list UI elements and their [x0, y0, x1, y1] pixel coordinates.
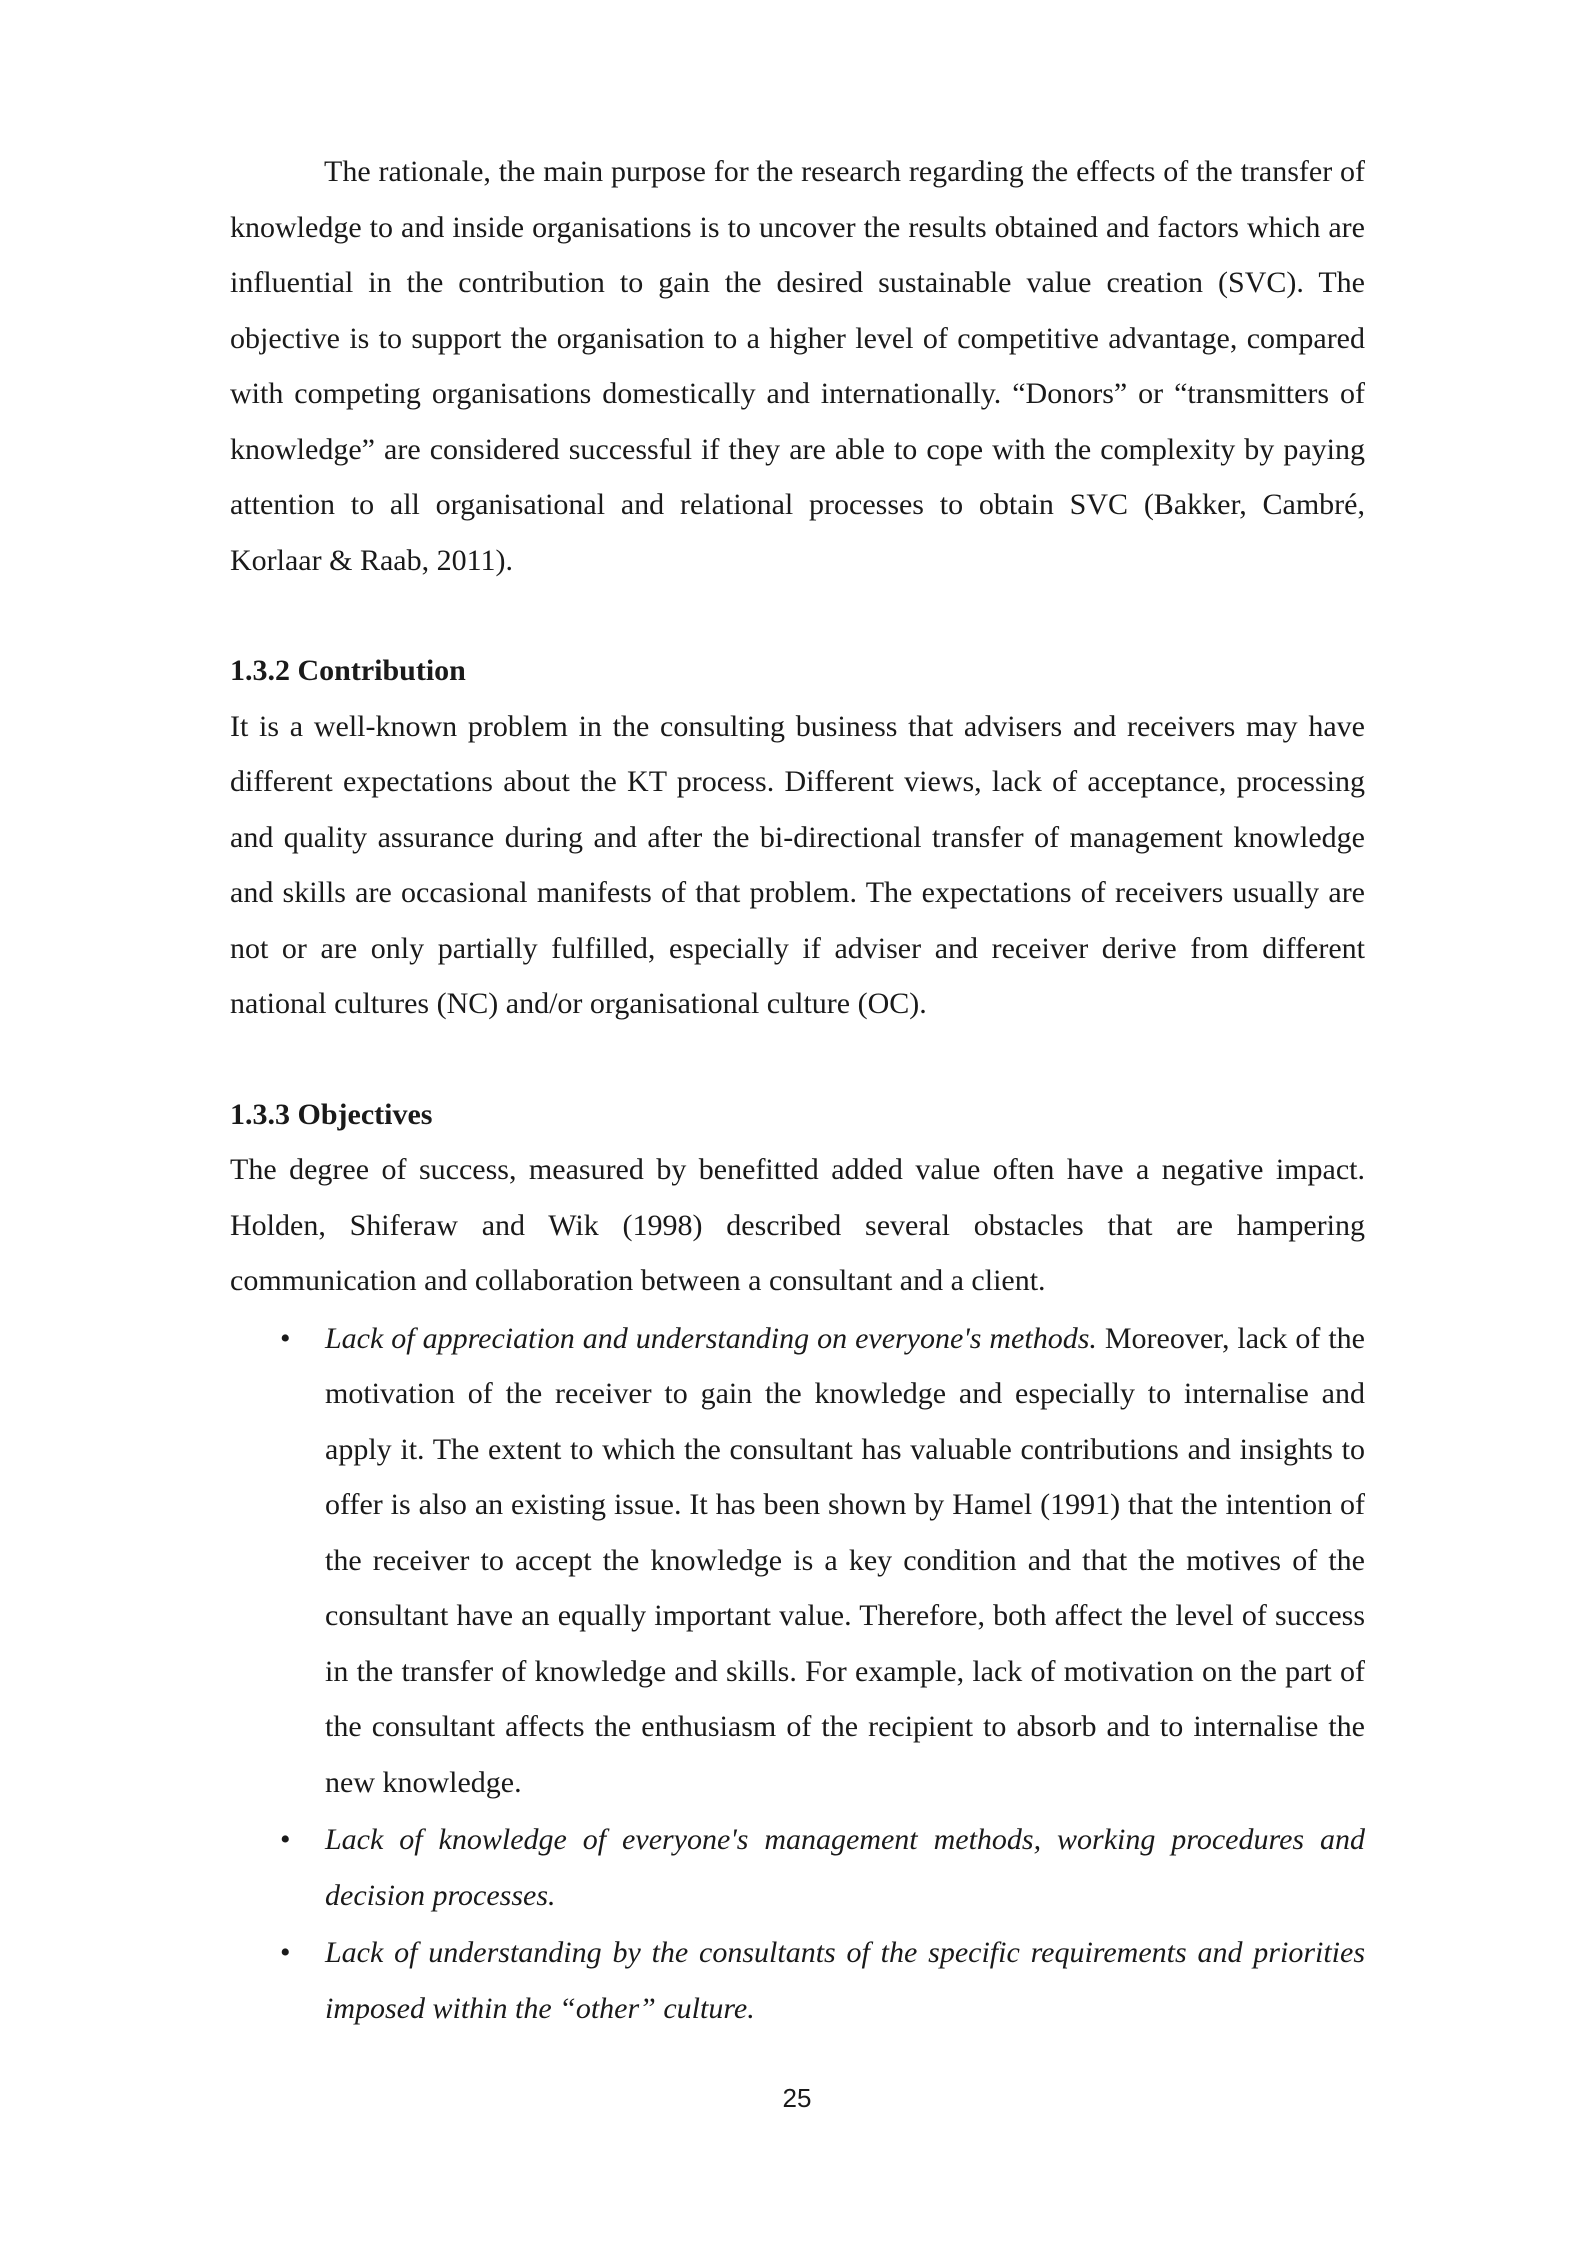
list-item [230, 1311, 1365, 1811]
list-item-text: Moreover, lack of the motivation of the receiver to gain the knowledge and especially to internalise and apply it. The extent to which the consultant has valuable contributions and insights to offer is also an existing issue. It has been shown by Hamel (1991) that the intention of the receiver to accept the knowledge is a key condition and that the motives of the consultant have an equally important value. Therefore, both affect the level of success in the transfer of knowledge and skills. For example, lack of motivation on the part of the consultant affects the enthusiasm of the recipient to absorb and to internalise the new knowledge. [325, 1321, 1366, 1799]
contribution-heading: 1.3.2 Contribution [230, 654, 466, 687]
intro-paragraph: The rationale, the main purpose for the research regarding the effects of the transfer of knowledge to and inside organisations is to uncover the results obtained and factors which are influential in the contribution to gain the desired sustainable value creation (SVC). The objective is to support the organisation to a higher level of competitive advantage, compared with competing organisations domestically and internationally. “Donors” or “transmitters of knowledge” are considered successful if they are able to cope with the complexity by paying attention to all organisational and relational processes to obtain SVC (Bakker, Cambré, Korlaar & Raab, 2011). [230, 155, 1365, 577]
document-page [230, 144, 1365, 2036]
objectives-paragraph: The degree of success, measured by benefitted added value often have a negative impact. Holden, Shiferaw and Wik (1998) described several obstacles that are hampering communication and collaboration between a consultant and a client. [230, 1153, 1365, 1297]
section-spacer [230, 588, 1365, 643]
list-item [230, 1812, 1365, 1923]
page-number: 25 [782, 2083, 812, 2113]
list-item-lead: Lack of knowledge of everyone's management methods, working procedures and decision processes. [325, 1823, 1365, 1912]
list-item-lead: Lack of appreciation and understanding on everyone's methods. [325, 1321, 1097, 1355]
objectives-heading: 1.3.3 Objectives [230, 1097, 433, 1131]
list-item [230, 1925, 1365, 2036]
section-spacer [230, 1032, 1365, 1087]
obstacles-list [230, 1311, 1365, 2037]
contribution-paragraph: It is a well-known problem in the consulting business that advisers and receivers may have different expectations about the KT process. Different views, lack of acceptance, processing and quality assurance during and after the bi-directional transfer of management knowledge and skills are occasional manifests of that problem. The expectations of receivers usually are not or are only partially fulfilled, especially if adviser and receiver derive from different national cultures (NC) and/or organisational culture (OC). [230, 709, 1365, 1020]
list-item-lead: Lack of understanding by the consultants of the specific requirements and priorities imposed within the “other” culture. [325, 1936, 1365, 2025]
bullet-icon: • [280, 1936, 291, 1969]
bullet-icon: • [280, 1321, 291, 1355]
bullet-icon: • [280, 1823, 291, 1856]
